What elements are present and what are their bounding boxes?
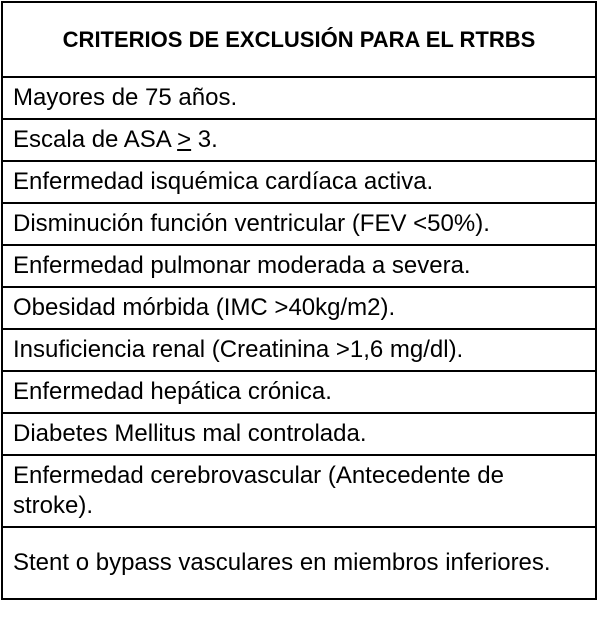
criterion-vascular-stent-bypass: Stent o bypass vasculares en miembros inferiores. <box>2 527 596 599</box>
table-row <box>2 119 596 161</box>
table-row <box>2 203 596 245</box>
table-row <box>2 527 596 599</box>
table-title: CRITERIOS DE EXCLUSIÓN PARA EL RTRBS <box>2 2 596 77</box>
criterion-asa-suffix: 3. <box>191 126 218 153</box>
criterion-asa-prefix: Escala de ASA <box>13 126 178 153</box>
criterion-age: Mayores de 75 años. <box>2 77 596 119</box>
criterion-ischemic-heart: Enfermedad isquémica cardíaca activa. <box>2 161 596 203</box>
criterion-diabetes: Diabetes Mellitus mal controlada. <box>2 413 596 455</box>
table-row <box>2 329 596 371</box>
criterion-cerebrovascular: Enfermedad cerebrovascular (Antecedente de stroke). <box>2 455 596 527</box>
greater-equal-symbol: > <box>177 126 192 153</box>
table-row <box>2 245 596 287</box>
criterion-ventricular-function: Disminución función ventricular (FEV <50%). <box>2 203 596 245</box>
table-row <box>2 371 596 413</box>
criterion-pulmonary-disease: Enfermedad pulmonar moderada a severa. <box>2 245 596 287</box>
table-header-row <box>2 2 596 77</box>
criterion-liver-disease: Enfermedad hepática crónica. <box>2 371 596 413</box>
table-row <box>2 413 596 455</box>
table-row <box>2 77 596 119</box>
criterion-morbid-obesity: Obesidad mórbida (IMC >40kg/m2). <box>2 287 596 329</box>
table-row <box>2 455 596 527</box>
criterion-renal-insufficiency: Insuficiencia renal (Creatinina >1,6 mg/dl). <box>2 329 596 371</box>
table-row <box>2 161 596 203</box>
criterion-asa-scale <box>2 119 596 161</box>
table-row <box>2 287 596 329</box>
exclusion-criteria-table <box>1 1 597 600</box>
